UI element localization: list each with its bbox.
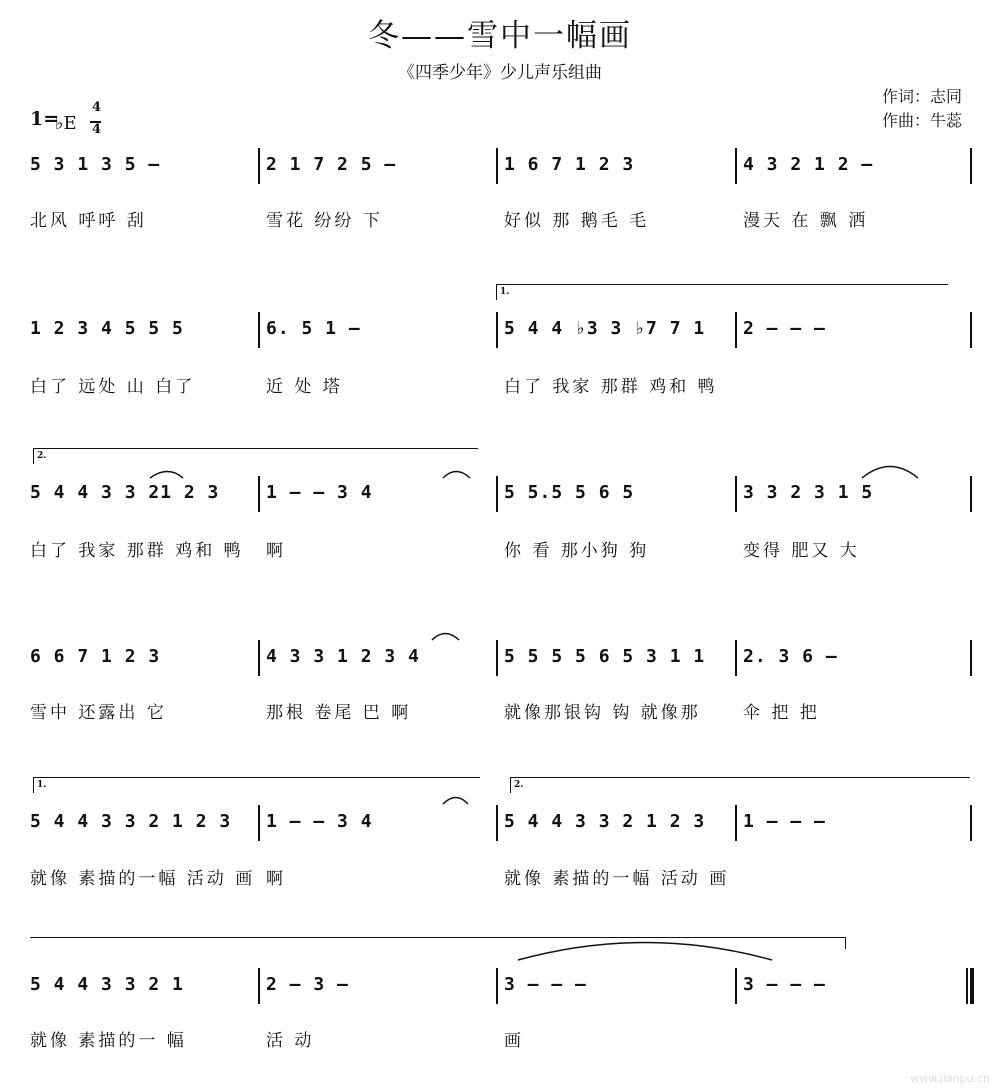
key-signature: ♭E [55, 113, 77, 134]
measure-notes: 1 – – 3 4 [266, 811, 373, 832]
measure-notes: 5 3 1 3 5 – [30, 154, 161, 175]
lyric-line: 伞 把 把 [743, 703, 820, 723]
slur [443, 798, 468, 805]
lyric-line: 好似 那 鹅毛 毛 [504, 211, 650, 231]
lyric-line: 变得 肥又 大 [743, 541, 860, 561]
lyric-line: 画 [504, 1031, 524, 1051]
lyricist-credit: 作词：志同 [881, 87, 962, 106]
lyric-line: 就像 素描的一 幅 [30, 1031, 187, 1051]
measure-notes: 2 – – – [743, 318, 826, 339]
time-signature-bottom: 4 [92, 122, 102, 137]
watermark: www.jianpu.cn [910, 1072, 990, 1085]
measure-notes: 5 4 4 3 3 2 1 2 3 [504, 811, 706, 832]
measure-notes: 5 4 4 3 3 21 2 3 [30, 482, 220, 503]
lyric-line: 就像那银钩 钩 就像那 [504, 703, 701, 723]
measure-notes: 3 – – – [504, 974, 587, 995]
measure-notes: 3 3 2 3 1 5 [743, 482, 874, 503]
lyric-line: 雪中 还露出 它 [30, 703, 167, 723]
lyric-line: 啊 [266, 541, 286, 561]
lyric-line: 雪花 纷纷 下 [266, 211, 383, 231]
measure-notes: 5 4 4 3 3 2 1 [30, 974, 184, 995]
volta-number: 2. [514, 780, 524, 790]
measure-notes: 1 2 3 4 5 5 5 [30, 318, 184, 339]
measure-notes: 2 1 7 2 5 – [266, 154, 397, 175]
measure-notes: 2 – 3 – [266, 974, 349, 995]
lyric-line: 北风 呼呼 刮 [30, 211, 147, 231]
measure-notes: 6. 5 1 – [266, 318, 361, 339]
lyric-line: 你 看 那小狗 狗 [504, 541, 650, 561]
measure-notes: 6 6 7 1 2 3 [30, 646, 161, 667]
song-subtitle: 《四季少年》少儿声乐组曲 [398, 63, 602, 83]
measure-notes: 4 3 2 1 2 – [743, 154, 874, 175]
time-signature-top: 4 [92, 100, 102, 115]
lyric-line: 就像 素描的一幅 活动 画 [504, 869, 730, 889]
lyric-line: 啊 [266, 869, 286, 889]
measure-notes: 4 3 3 1 2 3 4 [266, 646, 420, 667]
measure-notes: 2. 3 6 – [743, 646, 838, 667]
measure-notes: 1 – – – [743, 811, 826, 832]
measure-notes: 5 5.5 5 6 5 [504, 482, 635, 503]
measure-notes: 1 6 7 1 2 3 [504, 154, 635, 175]
lyric-line: 就像 素描的一幅 活动 画 [30, 869, 256, 889]
key-label: 1= [30, 108, 60, 130]
slur [150, 472, 183, 479]
lyric-line: 白了 远处 山 白了 [30, 377, 196, 397]
lyric-line: 近 处 塔 [266, 377, 343, 397]
measure-notes: 3 – – – [743, 974, 826, 995]
measure-notes: 5 4 4 3 3 2 1 2 3 [30, 811, 232, 832]
slur [432, 634, 459, 641]
volta-number: 2. [37, 451, 47, 461]
volta-number: 1. [37, 780, 47, 790]
slur [862, 467, 918, 479]
lyric-line: 漫天 在 飘 洒 [743, 211, 869, 231]
volta-number: 1. [500, 287, 510, 297]
lyric-line: 那根 卷尾 巴 啊 [266, 703, 412, 723]
composer-credit: 作曲：牛蕊 [881, 111, 962, 130]
slur [443, 472, 470, 479]
measure-notes: 5 4 4 ♭3 3 ♭7 7 1 [504, 318, 706, 339]
lyric-line: 活 动 [266, 1031, 315, 1051]
lyric-line: 白了 我家 那群 鸡和 鸭 [504, 377, 718, 397]
measure-notes: 1 – – 3 4 [266, 482, 373, 503]
lyric-line: 白了 我家 那群 鸡和 鸭 [30, 541, 244, 561]
slur [518, 943, 772, 961]
song-title: 冬——雪中一幅画 [368, 18, 632, 54]
measure-notes: 5 5 5 5 6 5 3 1 1 [504, 646, 706, 667]
